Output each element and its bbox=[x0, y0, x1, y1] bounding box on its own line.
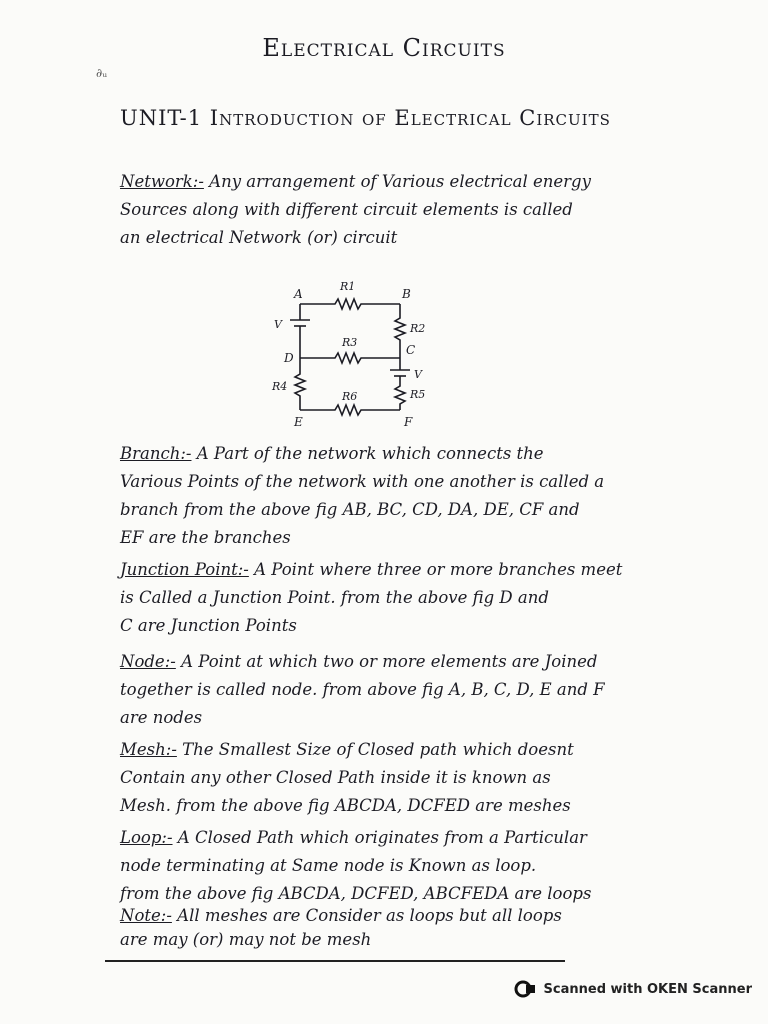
junction-line-3: C are Junction Points bbox=[120, 616, 297, 635]
scanner-watermark bbox=[514, 980, 752, 998]
loop-line-1: A Closed Path which originates from a Particular bbox=[177, 828, 587, 847]
junction-line-2: is Called a Junction Point. from the above fig D and bbox=[120, 588, 549, 607]
node-term: Node:- bbox=[120, 652, 176, 671]
network-line-2: Sources along with different circuit elements is called bbox=[120, 200, 573, 219]
circuit-diagram bbox=[250, 270, 450, 430]
unit-heading: UNIT-1 Introduction of Electrical Circuits bbox=[120, 106, 611, 130]
junction-line-1: A Point where three or more branches meet bbox=[254, 560, 623, 579]
resistor-label-r5: R5 bbox=[410, 388, 426, 401]
network-definition bbox=[120, 168, 680, 252]
mesh-line-3: Mesh. from the above fig ABCDA, DCFED are meshes bbox=[120, 796, 571, 815]
resistor-label-r1: R1 bbox=[340, 280, 356, 293]
node-line-2: together is called node. from above fig A, B, C, D, E and F bbox=[120, 680, 605, 699]
source-label-left: V bbox=[274, 318, 282, 331]
note-term: Note:- bbox=[120, 906, 172, 925]
node-label-c: C bbox=[406, 343, 416, 357]
mesh-line-2: Contain any other Closed Path inside it is known as bbox=[120, 768, 551, 787]
network-line-3: an electrical Network (or) circuit bbox=[120, 228, 398, 247]
page-bottom-rule bbox=[105, 960, 565, 962]
network-term: Network:- bbox=[120, 172, 204, 191]
branch-line-2: Various Points of the network with one another is called a bbox=[120, 472, 605, 491]
loop-line-2: node terminating at Same node is Known as loop. bbox=[120, 856, 537, 875]
page-title: Electrical Circuits bbox=[262, 34, 506, 62]
mesh-line-1: The Smallest Size of Closed path which doesnt bbox=[182, 740, 574, 759]
note-line-2: are may (or) may not be mesh bbox=[120, 930, 372, 949]
loop-term: Loop:- bbox=[120, 828, 173, 847]
resistor-label-r3: R3 bbox=[342, 336, 358, 349]
loop-line-3: from the above fig ABCDA, DCFED, ABCFEDA are loops bbox=[120, 884, 592, 903]
network-line-1: Any arrangement of Various electrical energy bbox=[209, 172, 591, 191]
mesh-definition bbox=[120, 736, 680, 820]
resistor-label-r4: R4 bbox=[272, 380, 288, 393]
resistor-label-r2: R2 bbox=[410, 322, 426, 335]
junction-term: Junction Point:- bbox=[120, 560, 249, 579]
loop-definition bbox=[120, 824, 680, 908]
branch-term: Branch:- bbox=[120, 444, 192, 463]
node-label-e: E bbox=[294, 415, 303, 429]
branch-line-1: A Part of the network which connects the bbox=[196, 444, 544, 463]
oken-logo-icon bbox=[514, 980, 536, 998]
junction-definition bbox=[120, 556, 680, 640]
note-line-1: All meshes are Consider as loops but all loops bbox=[177, 906, 562, 925]
mesh-term: Mesh:- bbox=[120, 740, 177, 759]
resistor-label-r6: R6 bbox=[342, 390, 358, 403]
note-definition bbox=[120, 904, 680, 952]
branch-line-4: EF are the branches bbox=[120, 528, 291, 547]
node-line-1: A Point at which two or more elements are Joined bbox=[181, 652, 598, 671]
node-definition bbox=[120, 648, 680, 732]
scanner-watermark-text: Scanned with OKEN Scanner bbox=[543, 981, 752, 997]
source-label-right: V bbox=[414, 368, 422, 381]
node-label-f: F bbox=[404, 415, 413, 429]
node-line-3: are nodes bbox=[120, 708, 203, 727]
margin-note: ∂ᵤ bbox=[96, 66, 107, 80]
branch-line-3: branch from the above fig AB, BC, CD, DA, DE, CF and bbox=[120, 500, 580, 519]
branch-definition bbox=[120, 440, 680, 552]
node-label-a: A bbox=[294, 287, 303, 301]
node-label-d: D bbox=[284, 351, 294, 365]
node-label-b: B bbox=[402, 287, 411, 301]
